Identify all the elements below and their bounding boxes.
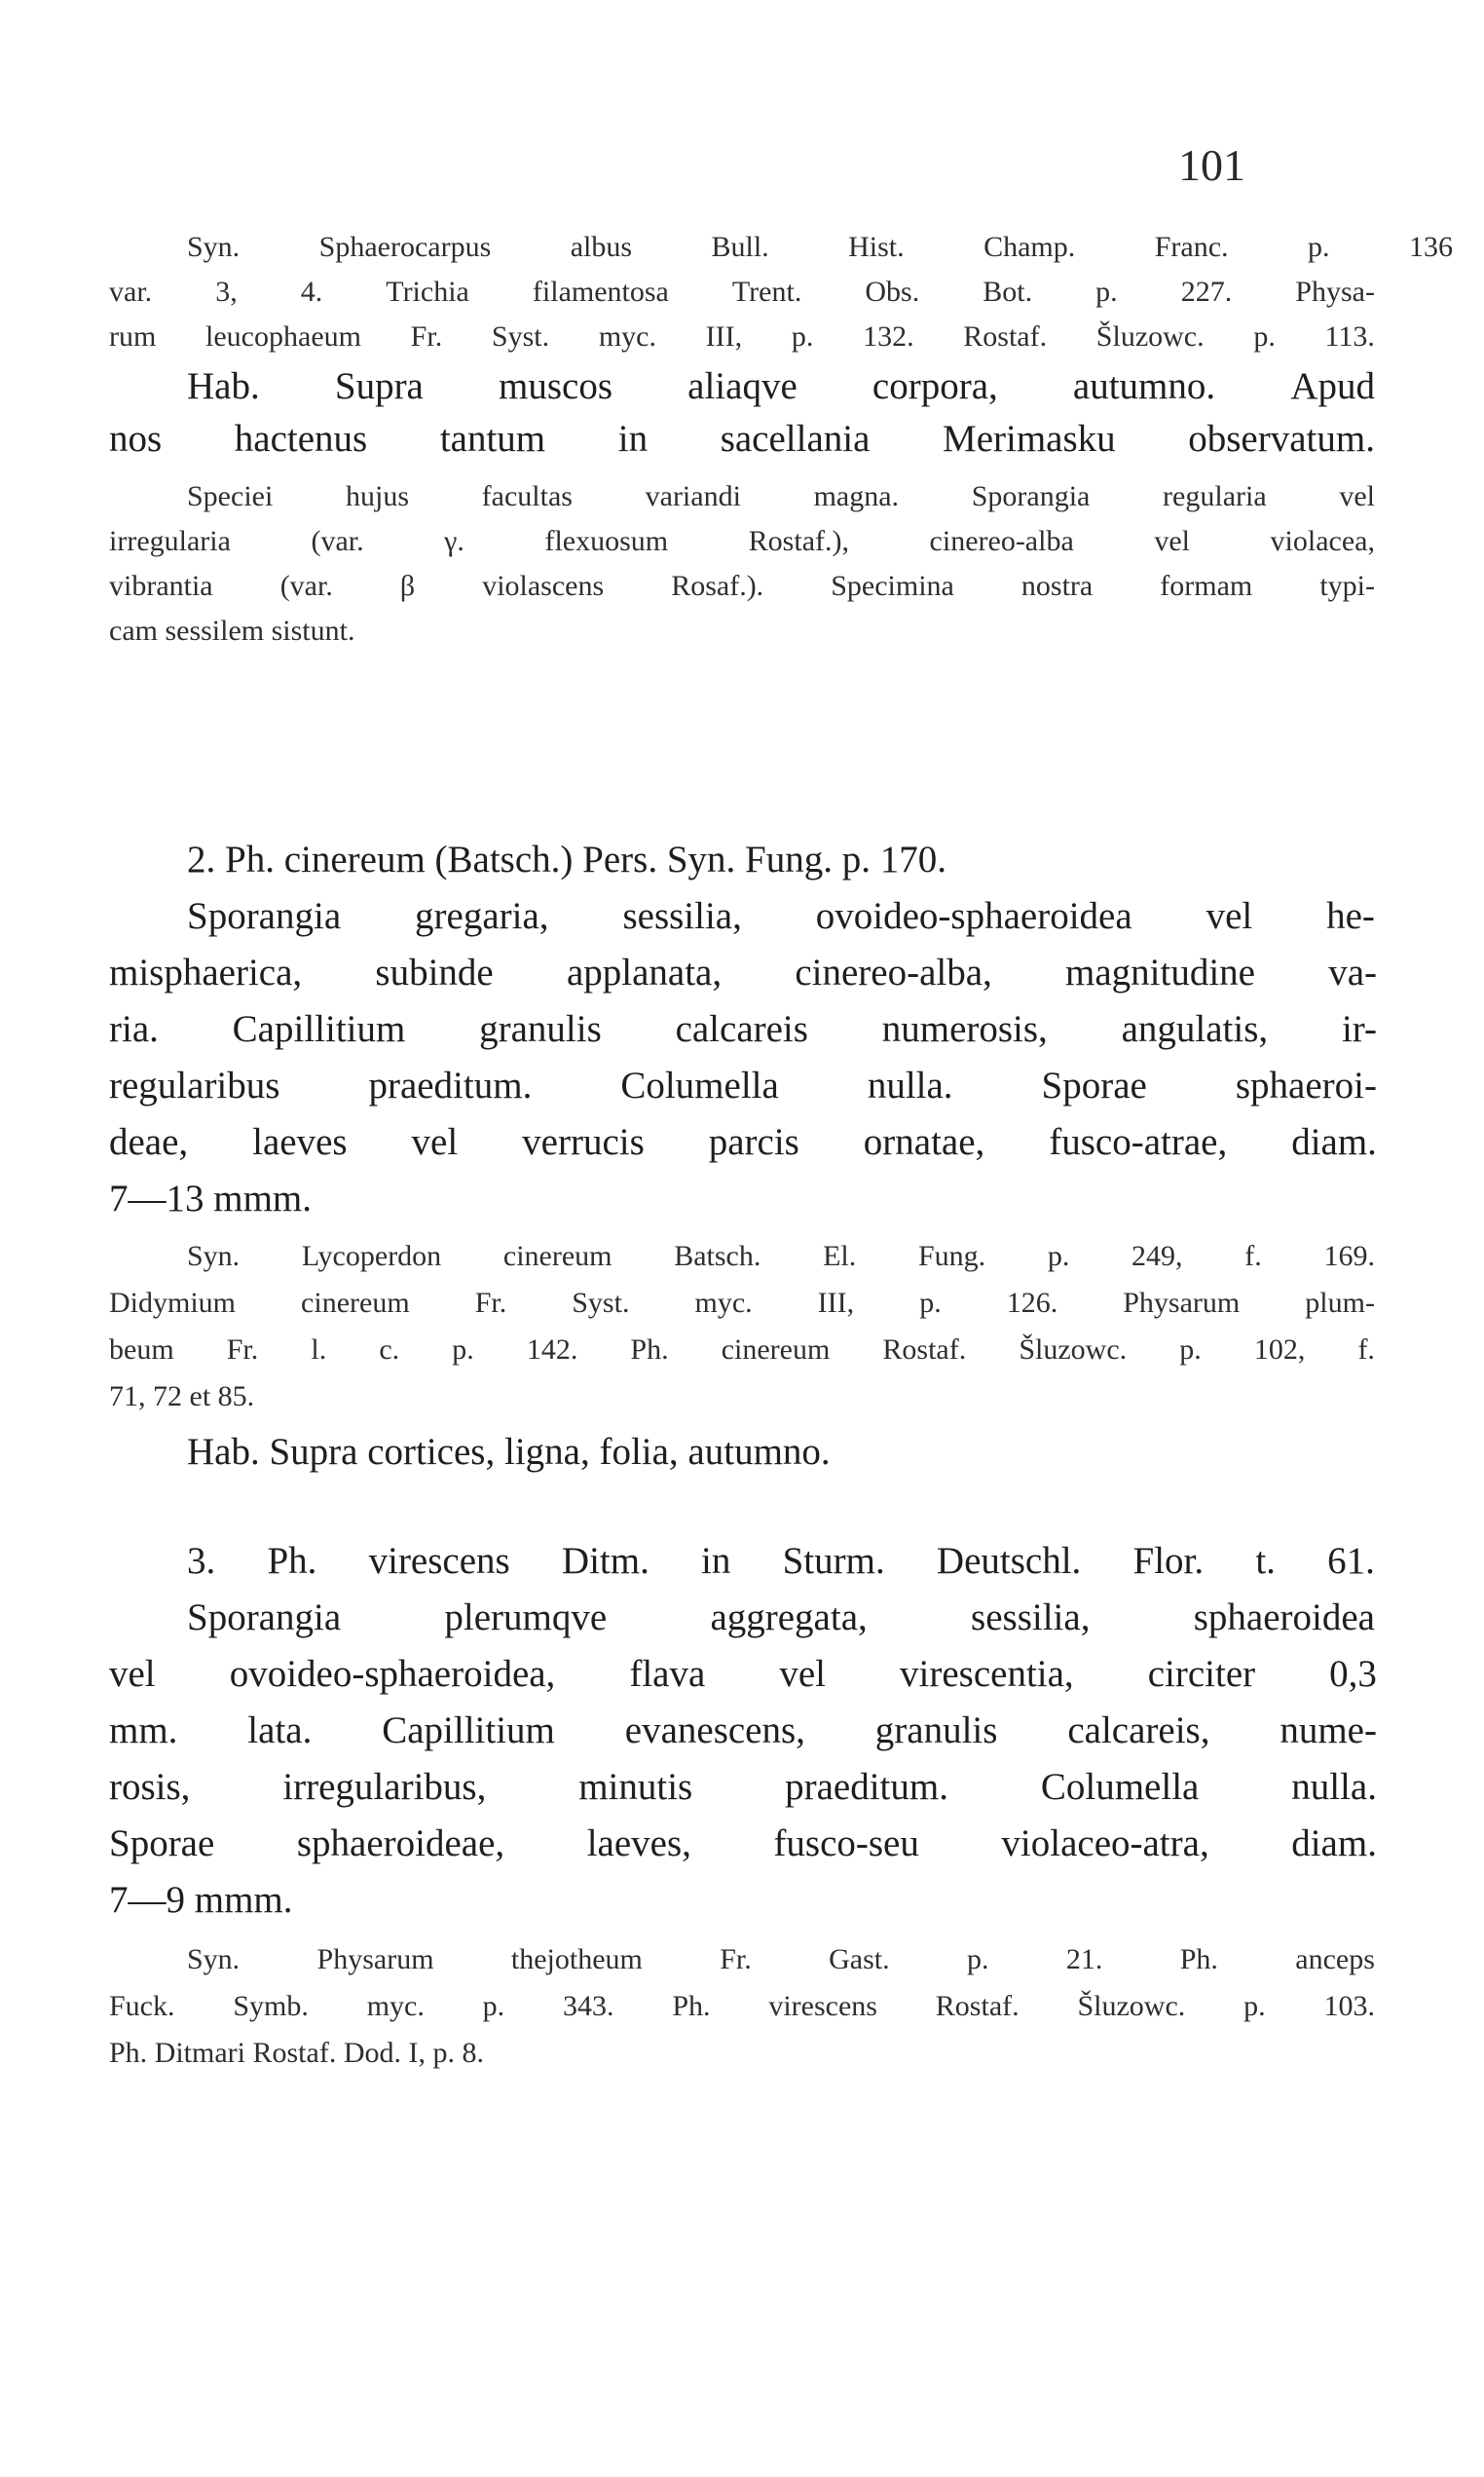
species-heading: 3. Ph. virescens Ditm. in Sturm. Deutschl. Flor. t. 61.	[187, 1540, 1375, 1582]
page-number: 101	[1178, 140, 1245, 190]
description-line: 7—13 mmm.	[109, 1178, 313, 1220]
habitat-line: Hab. Supra cortices, ligna, folia, autumno.	[187, 1431, 831, 1473]
habitat-line: Hab. Supra muscos aliaqve corpora, autumno. Apud	[187, 365, 1375, 407]
note-line: irregularia (var. γ. flexuosum Rostaf.), cinereo-alba vel violacea,	[109, 525, 1375, 557]
description-line: 7—9 mmm.	[109, 1879, 293, 1921]
note-line: vibrantia (var. β violascens Rosaf.). Specimina nostra formam typi-	[109, 570, 1375, 602]
note-line: Speciei hujus facultas variandi magna. Sporangia regularia vel	[187, 480, 1375, 512]
habitat-line: nos hactenus tantum in sacellania Merimasku observatum.	[109, 418, 1375, 460]
description-line: Sporangia plerumqve aggregata, sessilia, sphaeroidea	[187, 1596, 1375, 1638]
synonym-line: Syn. Physarum thejotheum Fr. Gast. p. 21. Ph. anceps	[187, 1943, 1375, 1975]
description-line: regularibus praeditum. Columella nulla. Sporae sphaeroi-	[109, 1065, 1377, 1107]
synonym-line: beum Fr. l. c. p. 142. Ph. cinereum Rostaf. Šluzowc. p. 102, f.	[109, 1333, 1375, 1366]
description-line: ria. Capillitium granulis calcareis numerosis, angulatis, ir-	[109, 1008, 1377, 1050]
description-line: deae, laeves vel verrucis parcis ornatae, fusco-atrae, diam.	[109, 1121, 1377, 1163]
description-line: Sporae sphaeroideae, laeves, fusco-seu violaceo-atra, diam.	[109, 1822, 1377, 1864]
synonym-line: var. 3, 4. Trichia filamentosa Trent. Obs. Bot. p. 227. Physa-	[109, 276, 1375, 308]
note-line: cam sessilem sistunt.	[109, 615, 355, 647]
description-line: vel ovoideo-sphaeroidea, flava vel virescentia, circiter 0,3	[109, 1653, 1377, 1695]
synonym-line: rum leucophaeum Fr. Syst. myc. III, p. 132. Rostaf. Šluzowc. p. 113.	[109, 320, 1375, 353]
species-heading: 2. Ph. cinereum (Batsch.) Pers. Syn. Fung. p. 170.	[187, 839, 946, 881]
synonym-line: Syn. Sphaerocarpus albus Bull. Hist. Champ. Franc. p. 136	[187, 231, 1453, 263]
synonym-line: Fuck. Symb. myc. p. 343. Ph. virescens Rostaf. Šluzowc. p. 103.	[109, 1990, 1375, 2022]
description-line: mm. lata. Capillitium evanescens, granulis calcareis, nume-	[109, 1709, 1377, 1751]
synonym-line: Didymium cinereum Fr. Syst. myc. III, p. 126. Physarum plum-	[109, 1287, 1375, 1319]
description-line: Sporangia gregaria, sessilia, ovoideo-sphaeroidea vel he-	[187, 895, 1375, 937]
synonym-line: Ph. Ditmari Rostaf. Dod. I, p. 8.	[109, 2037, 484, 2069]
synonym-line: 71, 72 et 85.	[109, 1380, 255, 1412]
synonym-line: Syn. Lycoperdon cinereum Batsch. El. Fung. p. 249, f. 169.	[187, 1240, 1375, 1272]
description-line: rosis, irregularibus, minutis praeditum. Columella nulla.	[109, 1766, 1377, 1808]
description-line: misphaerica, subinde applanata, cinereo-alba, magnitudine va-	[109, 952, 1377, 994]
